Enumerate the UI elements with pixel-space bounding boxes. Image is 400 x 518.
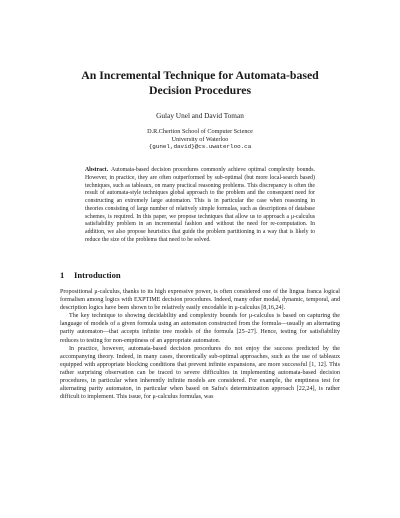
abstract <box>85 167 315 245</box>
paragraph-2: The key technique to showing decidability and complexity bounds for μ-calculus is based on capturing the language of models of a given formula using an automaton constructed from the formula—usually an alternating parity automaton—that accepts infinite tree models of the formula [25–27]. Hence, testing for satisfiability reduces to testing for non-emptiness of an appropriate automaton. <box>60 313 340 344</box>
affiliation-school: D.R.Cheriton School of Computer Science <box>147 128 253 135</box>
paper-affiliation <box>60 128 340 151</box>
author-email: {gunel,david}@cs.uwaterloo.ca <box>148 143 252 151</box>
section-title: Introduction <box>74 270 121 280</box>
affiliation-university: University of Waterloo <box>171 135 229 143</box>
paper-authors: Gulay Unel and David Toman <box>156 111 244 120</box>
section-heading <box>60 270 340 280</box>
paper-title: An Incremental Technique for Automata-based Decision Procedures <box>81 68 319 97</box>
abstract-text: Automata-based decision procedures commonly achieve optimal complexity bounds. However, in practice, they are often outperformed by sub-optimal (but more local-search based) techniques, such as tableaux, on many practical reasoning problems. This discrepancy is often the result of automata-style techniques global approach to the problem and the consequent need for constructing an extremely large automaton. This is in particular the case when reasoning in theories consisting of large number of relatively simple formulas, such as descriptions of database schemes, is required. In this paper, we propose techniques that allow us to approach a μ-calculus satisfiability problem in an incremental fashion and without the need for re-computation. In addition, we also propose heuristics that guide the problem partitioning in a way that is likely to reduce the size of the problems that need to be solved. <box>85 167 315 243</box>
section-number: 1 <box>60 270 65 280</box>
body-text <box>60 288 340 401</box>
paragraph-1: Propositional μ-calculus, thanks to its high expressive power, is often considered one of the lingua franca logical formalism among logics with EXPTIME decision procedures. Indeed, many other modal, dynamic, temporal, and description logics have been shown to be relatively easily encodable in μ-calculus [8,16,24]. <box>60 289 340 312</box>
paragraph-3: In practice, however, automata-based decision procedures do not enjoy the success predicted by the accompanying theory. Indeed, in many cases, theoretically sub-optimal approaches, such as the use of tableaux equipped with appropriate blocking conditions that prevent infinite expansions, are more successful [1, 12]. This rather surprising observation can be traced to severe difficulties in implementing automata-based decision procedures, in particular when inherently infinite models are considered. For example, the emptiness test for alternating parity automaton, in particular when based on Safra's determinization approach [22,24], is rather difficult to implement. This issue, for μ-calculus formulas, was <box>60 345 340 401</box>
abstract-label: Abstract. <box>85 167 109 173</box>
